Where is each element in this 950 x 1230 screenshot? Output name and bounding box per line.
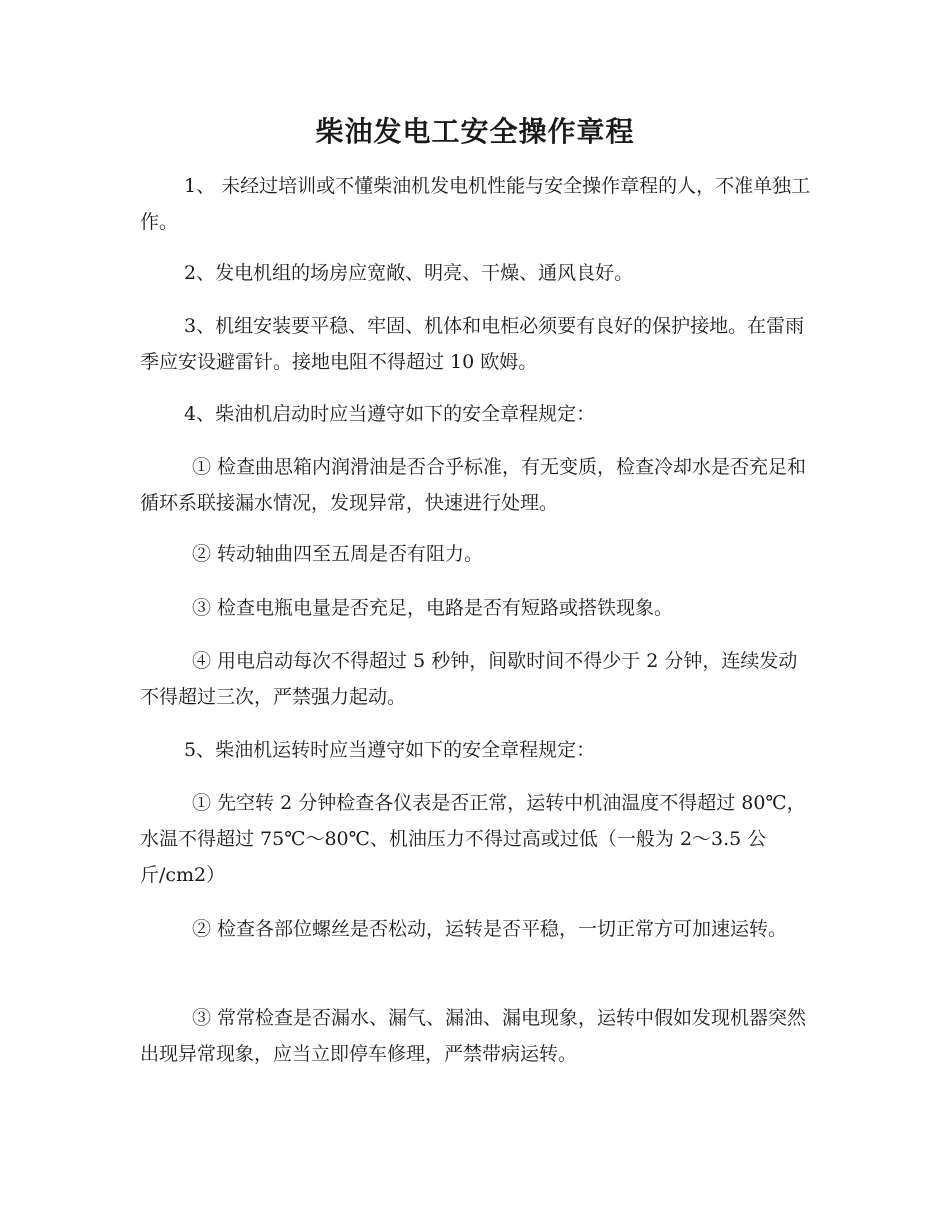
paragraph-subitem-5-1: ① 先空转 2 分钟检查各仪表是否正常，运转中机油温度不得超过 80℃，水温不得超过 75℃～80℃、机油压力不得过高或过低（一般为 2～3.5 公斤/cm2） (140, 792, 806, 886)
paragraph-item-4: 4、柴油机启动时应当遵守如下的安全章程规定： (184, 403, 596, 425)
paragraph-item-1: 1、 未经过培训或不懂柴油机发电机性能与安全操作章程的人，不准单独工作。 (140, 175, 811, 233)
paragraph-subitem-5-3: ③ 常常检查是否漏水、漏气、漏油、漏电现象，运转中假如发现机器突然出现异常现象，应当立即停车修理，严禁带病运转。 (140, 1007, 807, 1065)
paragraph-subitem-4-3: ③ 检查电瓶电量是否充足，电路是否有短路或搭铁现象。 (192, 597, 674, 619)
paragraph-item-2: 2、发电机组的场房应宽敞、明亮、干燥、通风良好。 (184, 262, 634, 284)
paragraph-subitem-4-1: ① 检查曲思箱内润滑油是否合乎标准，有无变质，检查冷却水是否充足和循环系联接漏水情况，发现异常，快速进行处理。 (140, 456, 807, 514)
paragraph-subitem-4-4: ④ 用电启动每次不得超过 5 秒钟，间歇时间不得少于 2 分钟，连续发动不得超过三次，严禁强力起动。 (140, 650, 798, 708)
paragraph-item-3: 3、机组安装要平稳、牢固、机体和电柜必须要有良好的保护接地。在雷雨季应安设避雷针。接地电阻不得超过 10 欧姆。 (140, 315, 805, 373)
paragraph-subitem-5-2: ② 检查各部位螺丝是否松动，运转是否平稳，一切正常方可加速运转。 (192, 918, 788, 940)
paragraph-item-5: 5、柴油机运转时应当遵守如下的安全章程规定： (184, 739, 596, 761)
document-title: 柴油发电工安全操作章程 (315, 115, 635, 148)
paragraph-subitem-4-2: ② 转动轴曲四至五周是否有阻力。 (192, 543, 484, 565)
